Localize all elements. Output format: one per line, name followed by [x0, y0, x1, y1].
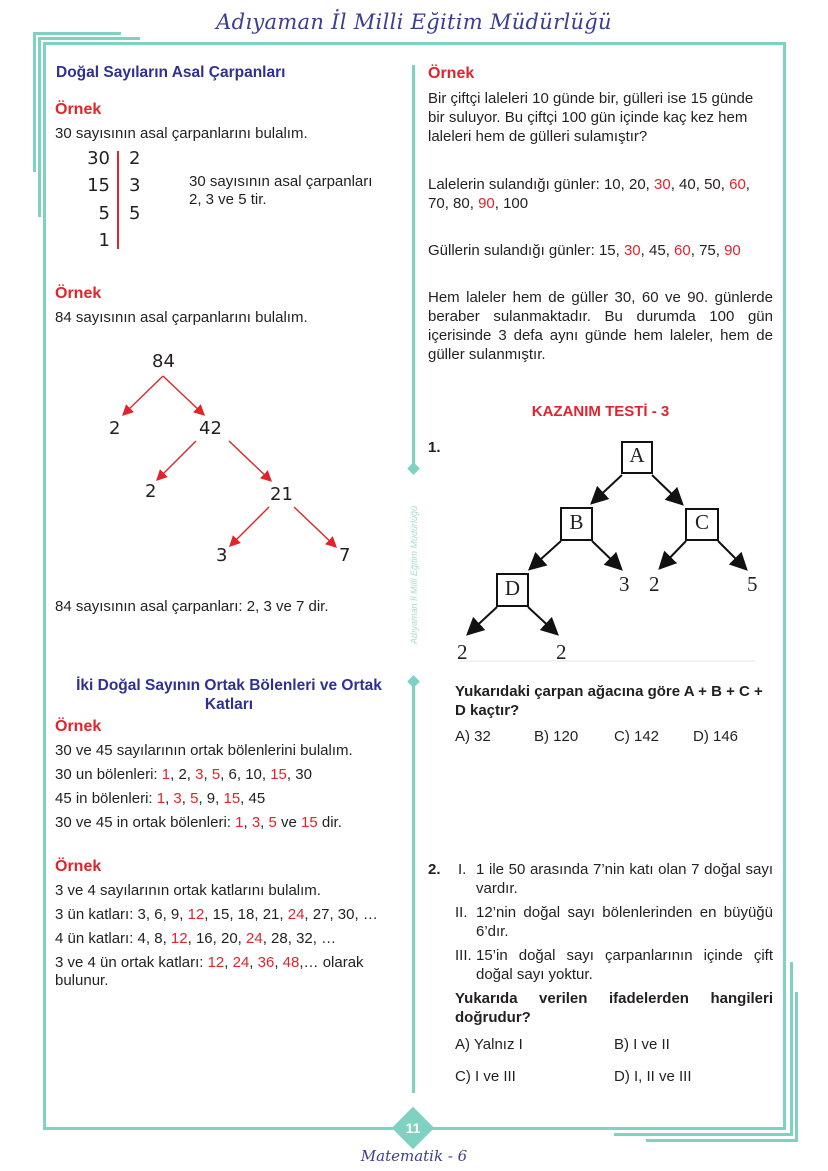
ladder-value: 30: [87, 148, 110, 169]
tree-box-label: D: [504, 576, 521, 600]
tree-box-label: A: [629, 443, 645, 467]
tree-node: 3: [216, 545, 228, 566]
tree-node: 2: [109, 418, 121, 439]
divisors-30: 30 un bölenleri: 1, 2, 3, 5, 6, 10, 15, 30: [55, 766, 312, 783]
ladder-value: 5: [98, 203, 110, 224]
option-c[interactable]: C) I ve III: [455, 1068, 516, 1085]
tree-node: 7: [339, 545, 351, 566]
tree-leaf: 3: [619, 572, 630, 596]
multiples-4: 4 ün katları: 4, 8, 12, 16, 20, 24, 28, 32, …: [55, 930, 337, 947]
frame-accent: [790, 962, 793, 1136]
tree-box-label: B: [569, 510, 584, 534]
tree-box-label: C: [694, 510, 709, 534]
section-title-prime-factors: Doğal Sayıların Asal Çarpanları: [56, 64, 286, 81]
section-title-line: Katları: [204, 696, 254, 713]
statement-2: II. 12’nin doğal sayı bölenlerinden en büyüğü 6’dır.: [455, 904, 773, 940]
tulip-days: Lalelerin sulandığı günler: 10, 20, 30, 40, 50, 60, 70, 80, 90, 100: [428, 176, 750, 212]
question-number: 2.: [428, 861, 441, 878]
option-b[interactable]: B) 120: [534, 728, 579, 745]
frame-accent: [795, 992, 798, 1142]
footer-subject: Matematik - 6: [360, 1147, 468, 1165]
frame-right: [783, 42, 786, 1130]
common-multiples: 3 ve 4 ün ortak katları: 12, 24, 36, 48,… olarak: [55, 954, 364, 971]
ladder-divisor: 3: [129, 175, 141, 196]
result-line: 2, 3 ve 5 tir.: [189, 191, 267, 208]
page-number: 11: [405, 1120, 421, 1136]
question-text: Yukarıda verilen ifadelerden hangileri doğrudur?: [455, 990, 773, 1026]
tree-node: 2: [145, 481, 157, 502]
tree-node: 42: [199, 418, 222, 439]
statement-3: III. 15’in doğal sayı çarpanlarının içinde çift doğal sayı yoktur.: [455, 947, 773, 983]
factor-tree-abcd: [440, 430, 780, 670]
watermark: Adıyaman İl Milli Eğitim Müdürlüğü: [409, 505, 419, 645]
example-prompt: 30 sayısının asal çarpanlarını bulalım.: [55, 125, 308, 142]
example-label: Örnek: [55, 718, 102, 735]
ladder-value: 15: [87, 175, 110, 196]
section-title-line: İki Doğal Sayının Ortak Bölenleri ve Ortak: [76, 677, 382, 694]
example-label: Örnek: [428, 65, 475, 82]
common-divisors: 30 ve 45 in ortak bölenleri: 1, 3, 5 ve 15 dir.: [55, 814, 342, 831]
tree-leaf: 2: [556, 640, 567, 664]
example-question: Bir çiftçi laleleri 10 günde bir, gülleri ise 15 günde bir suluyor. Bu çiftçi 100 gün içinde kaç kez hem laleleri hem de gülleri sulamıştır?: [428, 90, 754, 145]
test-title: KAZANIM TESTİ - 3: [531, 403, 670, 420]
factor-tree-84: [0, 0, 420, 620]
result-line: 84 sayısının asal çarpanları: 2, 3 ve 7 dir.: [55, 598, 329, 615]
example-label: Örnek: [55, 858, 102, 875]
example-prompt: 30 ve 45 sayılarının ortak bölenlerini bulalım.: [55, 742, 353, 759]
example-prompt: 3 ve 4 sayılarının ortak katlarını bulalım.: [55, 882, 321, 899]
option-b[interactable]: B) I ve II: [614, 1036, 670, 1053]
header-title: Adıyaman İl Milli Eğitim Müdürlüğü: [216, 10, 612, 34]
section-title-common: [55, 676, 403, 714]
common-multiples-end: bulunur.: [55, 972, 109, 989]
ladder-divisor: 2: [129, 148, 141, 169]
tree-node: 84: [152, 351, 175, 372]
tree-node: 21: [270, 484, 293, 505]
frame-accent: [614, 1133, 793, 1136]
rose-days: Güllerin sulandığı günler: 15, 30, 45, 60, 75, 90: [428, 242, 741, 259]
example-label: Örnek: [55, 285, 102, 302]
question-text: Yukarıdaki çarpan ağacına göre A + B + C + D kaçtır?: [455, 683, 763, 719]
frame-accent: [646, 1139, 798, 1142]
statement-1: I. 1 ile 50 arasında 7’nin katı olan 7 doğal sayı vardır.: [458, 861, 773, 897]
tree-leaf: 2: [457, 640, 468, 664]
tree-leaf: 2: [649, 572, 660, 596]
option-d[interactable]: D) 146: [693, 728, 739, 745]
option-a[interactable]: A) 32: [455, 728, 491, 745]
ladder-divisor: 5: [129, 203, 141, 224]
multiples-3: 3 ün katları: 3, 6, 9, 12, 15, 18, 21, 24, 27, 30, …: [55, 906, 378, 923]
question-number: 1.: [428, 439, 441, 456]
option-a[interactable]: A) Yalnız I: [455, 1036, 523, 1053]
divisors-45: 45 in bölenleri: 1, 3, 5, 9, 15, 45: [55, 790, 266, 807]
ladder-value: 1: [98, 230, 110, 251]
option-d[interactable]: D) I, II ve III: [614, 1068, 692, 1085]
column-divider: [412, 683, 415, 1093]
result-line: 30 sayısının asal çarpanları: [189, 173, 373, 190]
example-label: Örnek: [55, 101, 102, 118]
example-prompt: 84 sayısının asal çarpanlarını bulalım.: [55, 309, 308, 326]
option-c[interactable]: C) 142: [614, 728, 660, 745]
example-conclusion: Hem laleler hem de güller 30, 60 ve 90. günlerde beraber sulanmaktadır. Bu durumda 100 gün içerisinde 3 defa aynı günde hem laleler, hem de güller sulanmıştır.: [428, 289, 773, 363]
tree-leaf: 5: [747, 572, 758, 596]
